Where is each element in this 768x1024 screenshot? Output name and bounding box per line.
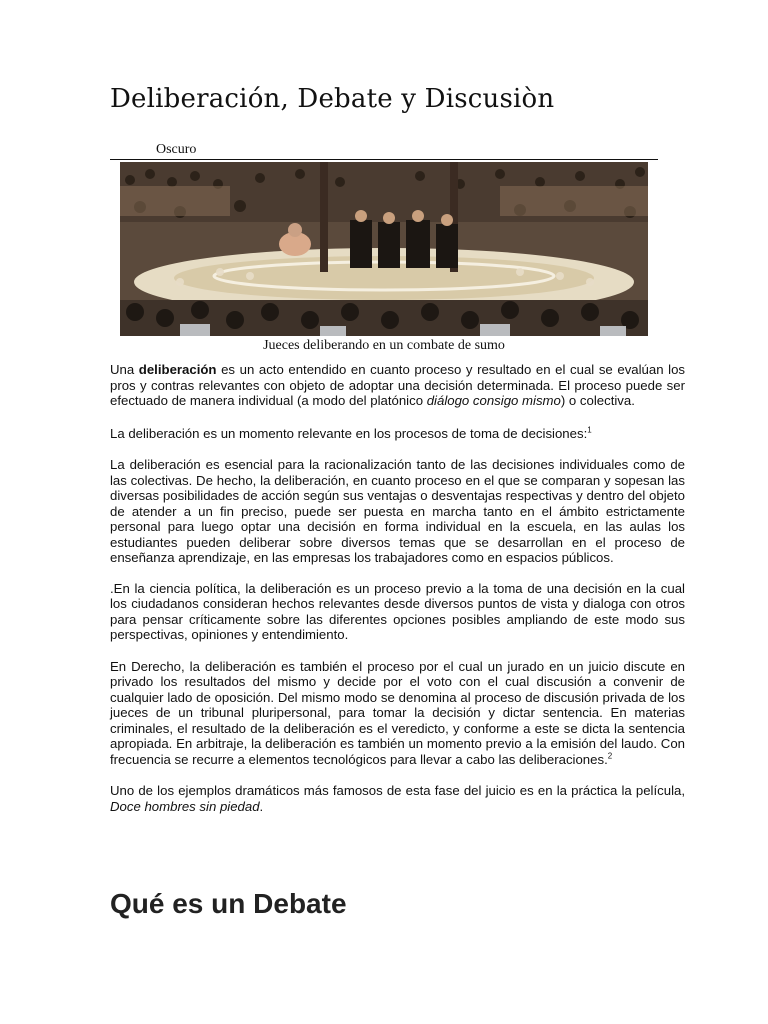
body-text xyxy=(110,362,685,814)
paragraph-6 xyxy=(110,783,685,814)
document-subtitle: Oscuro xyxy=(156,142,197,157)
paragraph-1 xyxy=(110,362,685,409)
section-heading-debate: Qué es un Debate xyxy=(110,888,347,919)
figure-caption: Jueces deliberando en un combate de sumo xyxy=(263,338,505,353)
p5-text: En Derecho, la deliberación es también el proceso por el cual un jurado en un juicio discute en privado los resultados del mismo y decide por el voto con el cual discusión a convenir de cualquier lado de oposición. Del mismo modo se denomina al proceso de discusión privada de los jueces de un tribunal pluripersonal, para tomar la decisión y dictar sentencia. En materias criminales, el resultado de la deliberación es el veredicto, y conforme a este se dicta la sentencia apropiada. En arbitraje, la deliberación es también un momento previo a la emisión del laudo. Con frecuencia se recurre a elementos tecnológicos para llevar a cabo las deliberaciones. xyxy=(110,658,685,767)
footnote-ref-2[interactable]: 2 xyxy=(607,751,613,761)
paragraph-4: .En la ciencia política, la deliberación es un proceso previo a la toma de una decisión en la cual los ciudadanos consideran hechos relevantes desde diversos puntos de vista y dialoga con otros para pensar críticamente sobre las diferentes opciones posibles ampliando de este modo sus perspectivas, opiniones y entendimiento. xyxy=(110,580,685,642)
italic-film-title: Doce hombres sin piedad xyxy=(110,798,260,814)
paragraph-5 xyxy=(110,659,685,768)
title-divider xyxy=(110,159,658,160)
footnote-ref-1[interactable]: 1 xyxy=(587,425,592,435)
italic-dialogo: diálogo consigo mismo xyxy=(426,393,561,408)
sumo-judges-photo xyxy=(120,162,648,336)
p6-text-end: . xyxy=(259,798,264,814)
p1-text-mid: es un acto entendido en cuanto proceso y resultado en el cual se evalúan los pros y contras relevantes con objeto de adoptar una decisión determinada. El proceso puede ser efectuado de manera individual (a modo del platónico xyxy=(110,362,686,408)
document-title: Deliberación, Debate y Discusiòn xyxy=(110,84,555,114)
p6-text-start: Uno de los ejemplos dramáticos más famosos de esta fase del juicio es en la práctica la película, xyxy=(110,783,685,798)
paragraph-3: La deliberación es esencial para la racionalización tanto de las decisiones individuales como de las colectivas. De hecho, la deliberación, en cuanto proceso en el que se comparan y sopesan las diversas posibilidades de acción según sus ventajas o desventajas respectivas y dentro del objeto de atender a un fin preciso, puede ser puesta en marcha tanto en el ámbito estrictamente personal para luego optar una decisión en forma individual en la escuela, en las aulas los estudiantes pueden deliberar sobre diversos temas que se desarrollan en el proceso de enseñanza aprendizaje, en las empresas los trabajadores como en espacios públicos. xyxy=(110,457,685,565)
p1-text-start: Una xyxy=(110,362,139,377)
paragraph-2 xyxy=(110,426,685,442)
term-deliberacion: deliberación xyxy=(138,362,217,377)
p2-text: La deliberación es un momento relevante en los procesos de toma de decisiones: xyxy=(110,425,588,441)
p1-text-end: ) o colectiva. xyxy=(560,393,635,408)
